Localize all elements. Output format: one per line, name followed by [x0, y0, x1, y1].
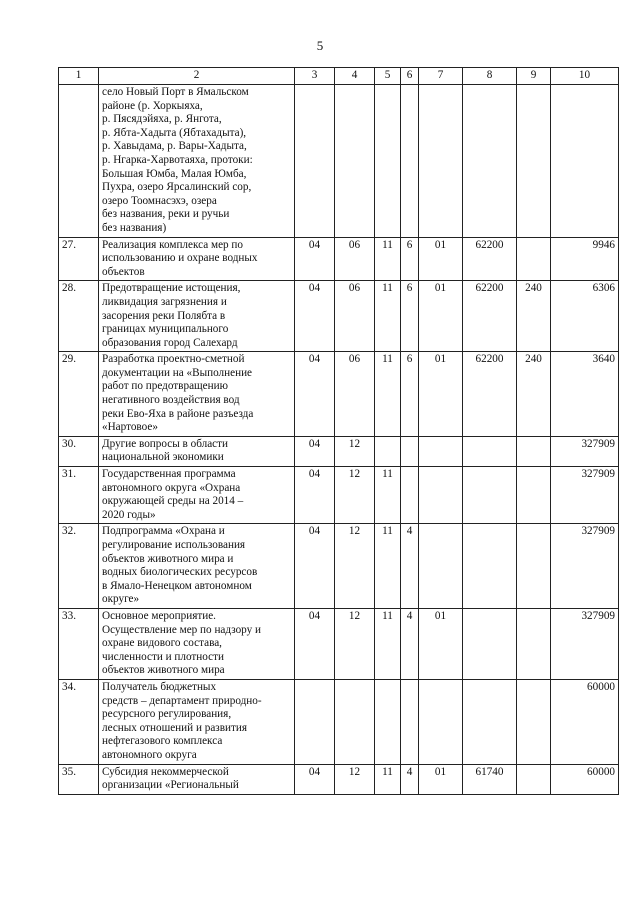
code-cell-c6: 4 [401, 524, 419, 609]
item-name-line: р. Хавыдама, р. Вары-Хадыта, [102, 140, 247, 153]
code-cell-c6: 4 [401, 764, 419, 794]
item-name-cell [99, 524, 295, 609]
code-cell-c5: 11 [375, 608, 401, 679]
header-cell: 6 [401, 68, 419, 85]
code-cell-c9 [517, 608, 551, 679]
header-cell: 4 [335, 68, 375, 85]
table-row [59, 85, 619, 238]
item-name-line: ресурсного регулирования, [102, 708, 232, 721]
code-cell-c8 [463, 467, 517, 524]
item-name-line: р. Ябта-Хадыта (Ябтахадыта), [102, 126, 247, 139]
header-cell: 7 [419, 68, 463, 85]
row-number-cell: 33. [59, 608, 99, 679]
code-cell-c5 [375, 436, 401, 466]
item-name-line: округе» [102, 593, 140, 606]
code-cell-c9 [517, 436, 551, 466]
item-name-line: охране видового состава, [102, 637, 222, 650]
code-cell-c7: 01 [419, 281, 463, 352]
code-cell-c7: 01 [419, 352, 463, 437]
code-cell-c4: 12 [335, 764, 375, 794]
code-cell-c6 [401, 85, 419, 238]
code-cell-c8 [463, 608, 517, 679]
row-number-cell: 34. [59, 679, 99, 764]
item-name-line: автономного округа [102, 748, 197, 761]
item-name-line: численности и плотности [102, 650, 225, 663]
code-cell-c3: 04 [295, 281, 335, 352]
code-cell-c10: 60000 [551, 764, 619, 794]
header-cell: 2 [99, 68, 295, 85]
item-name-line: документации на «Выполнение [102, 366, 253, 379]
item-name-line: районе (р. Хоркыяха, [102, 99, 203, 112]
item-name-line: использованию и охране водных [102, 252, 258, 265]
item-name-line: Государственная программа [102, 468, 236, 481]
page-number: 5 [316, 38, 324, 53]
code-cell-c10: 6306 [551, 281, 619, 352]
code-cell-c4: 12 [335, 524, 375, 609]
item-name-line: р. Пясядэйяха, р. Янгота, [102, 113, 222, 126]
code-cell-c6: 6 [401, 281, 419, 352]
item-name-line: нефтегазового комплекса [102, 735, 223, 748]
item-name-line: реки Ево-Яха в районе разъезда [102, 407, 254, 420]
code-cell-c9 [517, 85, 551, 238]
code-cell-c10: 327909 [551, 436, 619, 466]
item-name-cell [99, 85, 295, 238]
code-cell-c5: 11 [375, 281, 401, 352]
item-name-line: 2020 годы» [102, 508, 156, 521]
item-name-cell [99, 608, 295, 679]
code-cell-c8: 62200 [463, 237, 517, 281]
code-cell-c4: 12 [335, 467, 375, 524]
table-header-row [59, 68, 619, 85]
item-name-cell [99, 764, 295, 794]
item-name-line: образования город Салехард [102, 336, 238, 349]
code-cell-c4: 06 [335, 281, 375, 352]
item-name-line: в Ямало-Ненецком автономном [102, 579, 252, 592]
code-cell-c9: 240 [517, 352, 551, 437]
header-cell: 8 [463, 68, 517, 85]
item-name-line: водных биологических ресурсов [102, 566, 258, 579]
code-cell-c3 [295, 679, 335, 764]
item-name-line: село Новый Порт в Ямальском [102, 86, 249, 98]
row-number-cell: 35. [59, 764, 99, 794]
code-cell-c6 [401, 467, 419, 524]
item-name-line: Разработка проектно-сметной [102, 353, 245, 366]
item-name-line: р. Нгарка-Харвотаяха, протоки: [102, 153, 253, 166]
code-cell-c6: 4 [401, 608, 419, 679]
row-number-cell: 30. [59, 436, 99, 466]
code-cell-c5: 11 [375, 237, 401, 281]
row-number-cell: 32. [59, 524, 99, 609]
code-cell-c3: 04 [295, 237, 335, 281]
item-name-line: национальной экономики [102, 451, 224, 464]
table-row [59, 764, 619, 794]
code-cell-c5 [375, 85, 401, 238]
item-name-line: без названия) [102, 221, 167, 234]
code-cell-c3: 04 [295, 764, 335, 794]
code-cell-c5: 11 [375, 524, 401, 609]
code-cell-c5: 11 [375, 352, 401, 437]
item-name-line: Основное мероприятие. [102, 609, 216, 622]
code-cell-c9 [517, 467, 551, 524]
item-name-cell [99, 467, 295, 524]
code-cell-c10: 3640 [551, 352, 619, 437]
item-name-cell [99, 679, 295, 764]
code-cell-c5 [375, 679, 401, 764]
row-number-cell: 28. [59, 281, 99, 352]
budget-table [58, 67, 619, 795]
item-name-line: негативного воздействия вод [102, 394, 240, 407]
code-cell-c8: 62200 [463, 281, 517, 352]
code-cell-c4: 12 [335, 608, 375, 679]
item-name-line: объектов животного мира и [102, 552, 234, 565]
code-cell-c9: 240 [517, 281, 551, 352]
code-cell-c4 [335, 85, 375, 238]
item-name-line: Субсидия некоммерческой [102, 765, 229, 778]
code-cell-c8 [463, 436, 517, 466]
code-cell-c3: 04 [295, 436, 335, 466]
table-row [59, 679, 619, 764]
code-cell-c5: 11 [375, 467, 401, 524]
code-cell-c7 [419, 679, 463, 764]
code-cell-c9 [517, 237, 551, 281]
item-name-line: объектов животного мира [102, 664, 225, 677]
item-name-cell [99, 237, 295, 281]
table-row [59, 436, 619, 466]
item-name-cell [99, 281, 295, 352]
code-cell-c9 [517, 764, 551, 794]
code-cell-c10: 327909 [551, 467, 619, 524]
item-name-line: Осуществление мер по надзору и [102, 623, 261, 636]
item-name-line: Большая Юмба, Малая Юмба, [102, 167, 247, 180]
code-cell-c4: 06 [335, 352, 375, 437]
row-number-cell [59, 85, 99, 238]
code-cell-c7: 01 [419, 608, 463, 679]
code-cell-c3: 04 [295, 467, 335, 524]
code-cell-c8: 62200 [463, 352, 517, 437]
code-cell-c3: 04 [295, 352, 335, 437]
code-cell-c7: 01 [419, 237, 463, 281]
item-name-line: без названия, реки и ручьи [102, 208, 230, 221]
item-name-line: Пухра, озеро Ярсалинский сор, [102, 181, 252, 194]
item-name-line: лесных отношений и развития [102, 721, 247, 734]
item-name-line: ликвидация загрязнения и [102, 295, 227, 308]
table-row [59, 524, 619, 609]
item-name-line: средств – департамент природно- [102, 694, 262, 707]
item-name-line: Реализация комплекса мер по [102, 238, 244, 251]
header-cell: 9 [517, 68, 551, 85]
item-name-line: засорения реки Полябта в [102, 309, 226, 322]
table-row [59, 237, 619, 281]
table-row [59, 608, 619, 679]
row-number-cell: 31. [59, 467, 99, 524]
table-row [59, 281, 619, 352]
code-cell-c10: 9946 [551, 237, 619, 281]
header-cell: 3 [295, 68, 335, 85]
code-cell-c3: 04 [295, 524, 335, 609]
row-number-cell: 29. [59, 352, 99, 437]
code-cell-c3 [295, 85, 335, 238]
code-cell-c10: 60000 [551, 679, 619, 764]
item-name-cell [99, 352, 295, 437]
code-cell-c5: 11 [375, 764, 401, 794]
code-cell-c10 [551, 85, 619, 238]
table-row [59, 467, 619, 524]
code-cell-c9 [517, 679, 551, 764]
code-cell-c8 [463, 85, 517, 238]
code-cell-c8 [463, 524, 517, 609]
item-name-line: Предотвращение истощения, [102, 282, 241, 295]
code-cell-c10: 327909 [551, 524, 619, 609]
item-name-line: «Нартовое» [102, 421, 158, 434]
item-name-cell [99, 436, 295, 466]
header-cell: 1 [59, 68, 99, 85]
item-name-line: границах муниципального [102, 323, 229, 336]
code-cell-c9 [517, 524, 551, 609]
code-cell-c3: 04 [295, 608, 335, 679]
code-cell-c8: 61740 [463, 764, 517, 794]
code-cell-c10: 327909 [551, 608, 619, 679]
item-name-line: автономного округа «Охрана [102, 481, 241, 494]
item-name-line: озеро Тоомнасэхэ, озера [102, 194, 217, 207]
code-cell-c7 [419, 524, 463, 609]
code-cell-c6 [401, 679, 419, 764]
header-cell: 10 [551, 68, 619, 85]
table-row [59, 352, 619, 437]
code-cell-c4: 12 [335, 436, 375, 466]
code-cell-c7 [419, 85, 463, 238]
item-name-line: организации «Региональный [102, 779, 239, 792]
code-cell-c4 [335, 679, 375, 764]
code-cell-c6 [401, 436, 419, 466]
item-name-line: Подпрограмма «Охрана и [102, 525, 225, 538]
item-name-line: окружающей среды на 2014 – [102, 495, 244, 508]
code-cell-c8 [463, 679, 517, 764]
item-name-line: регулирование использования [102, 539, 246, 551]
item-name-line: Получатель бюджетных [102, 680, 217, 693]
code-cell-c7: 01 [419, 764, 463, 794]
item-name-line: Другие вопросы в области [102, 437, 229, 450]
item-name-line: работ по предотвращению [102, 380, 228, 393]
code-cell-c4: 06 [335, 237, 375, 281]
item-name-line: объектов [102, 265, 145, 278]
code-cell-c6: 6 [401, 352, 419, 437]
row-number-cell: 27. [59, 237, 99, 281]
header-cell: 5 [375, 68, 401, 85]
code-cell-c7 [419, 436, 463, 466]
code-cell-c7 [419, 467, 463, 524]
code-cell-c6: 6 [401, 237, 419, 281]
